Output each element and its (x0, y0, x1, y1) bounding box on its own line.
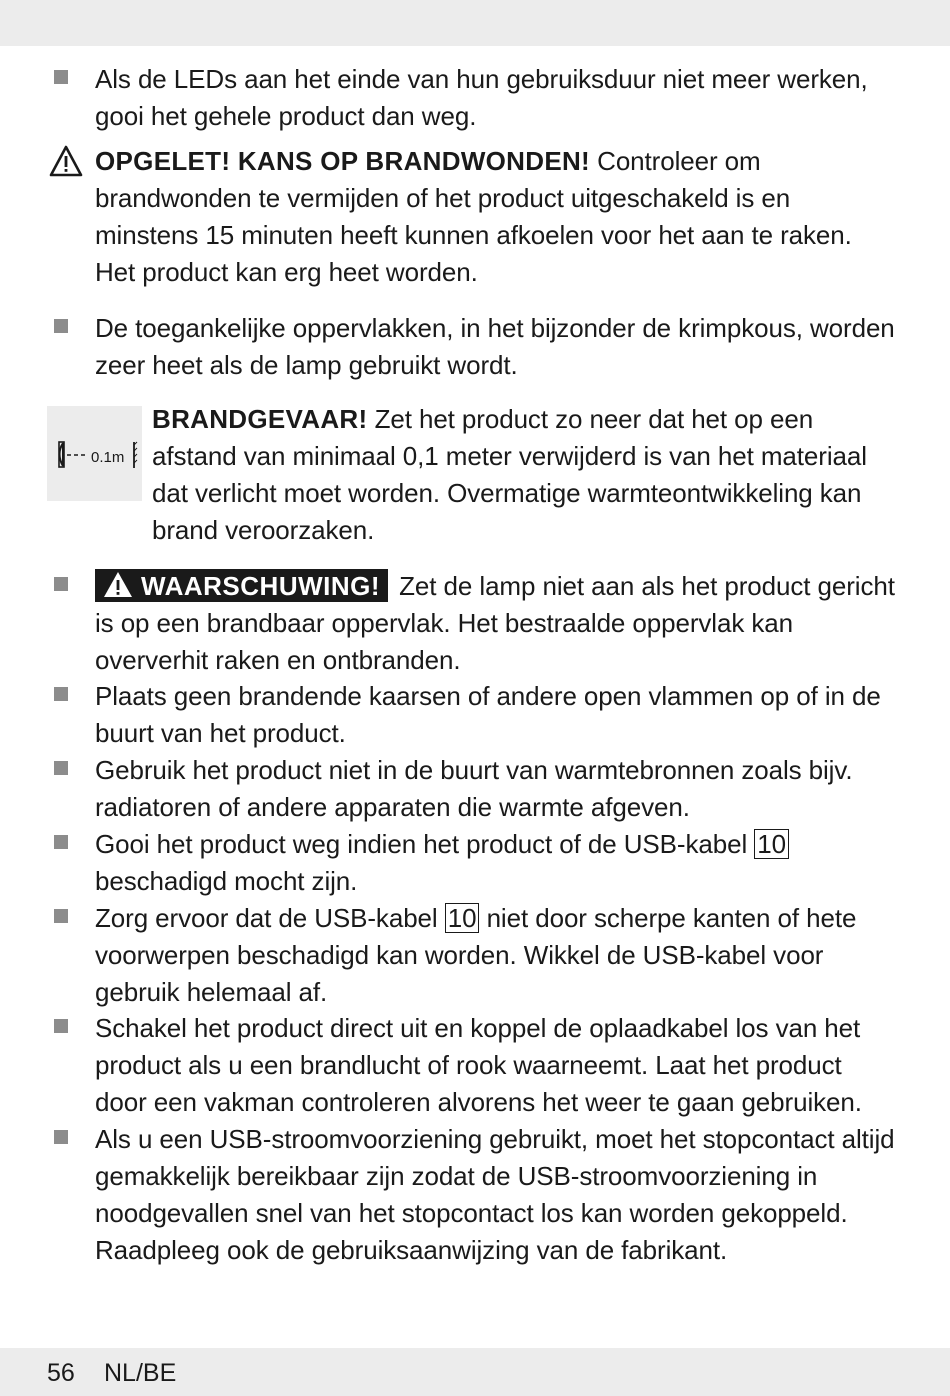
burn-warning-heading: OPGELET! KANS OP BRANDWONDEN! (95, 146, 591, 176)
reference-number-box: 10 (754, 829, 789, 859)
paragraph-hot-surfaces: De toegankelijke oppervlakken, in het bijzonder de krimpkous, worden zeer heet als de lamp gebruikt wordt. (95, 313, 895, 380)
bullet-square-icon (54, 70, 68, 84)
damaged-cable-text-start: Gooi het product weg indien het product of de USB-kabel (95, 829, 755, 859)
paragraph-led-disposal: Als de LEDs aan het einde van hun gebruiksduur niet meer werken, gooi het gehele product dan weg. (95, 64, 868, 131)
bullet-square-icon (54, 761, 68, 775)
fire-hazard-text: Zet het product zo neer dat het op een afstand van minimaal 0,1 meter verwijderd is van het materiaal dat verlicht moet worden. Overmatige warmteontwikkeling kan brand veroorzaken. (152, 404, 867, 545)
bullet-square-icon (54, 687, 68, 701)
bullet-square-icon (54, 835, 68, 849)
flammable-surface-text: Zet de lamp niet aan als het product gericht is op een brandbaar oppervlak. Het bestraalde oppervlak kan oververhit raken en ontbranden. (95, 571, 895, 675)
paragraph-burn-warning (95, 143, 895, 291)
warning-triangle-icon (101, 569, 135, 599)
bullet-square-icon (54, 909, 68, 923)
reference-number-box: 10 (445, 903, 480, 933)
paragraph-sharp-edges (95, 900, 895, 1011)
language-code: NL/BE (104, 1359, 177, 1387)
warning-label (95, 569, 388, 602)
header-band (0, 0, 950, 46)
paragraph-usb-power-supply: Als u een USB-stroomvoorziening gebruikt, moet het stopcontact altijd gemakkelijk bereikbaar zijn zodat de USB-stroomvoorziening in noodgevallen snel van het stopcontact los kan worden gekoppeld. Raadpleeg ook de gebruiksaanwijzing van de fabrikant. (95, 1124, 895, 1265)
paragraph-flammable-surface-warning (95, 568, 895, 679)
fire-hazard-heading: BRANDGEVAAR! (152, 404, 368, 434)
distance-label: 0.1m (91, 449, 125, 466)
bullet-square-icon (54, 1130, 68, 1144)
page-number: 56 (47, 1359, 75, 1387)
paragraph-damaged-cable (95, 826, 895, 900)
bullet-square-icon (54, 319, 68, 333)
paragraph-smoke-smell: Schakel het product direct uit en koppel de oplaadkabel los van het product als u een brandlucht of rook waarneemt. Laat het product door een vakman controleren alvorens het weer te gaan gebruiken. (95, 1013, 862, 1117)
warning-label-text: WAARSCHUWING! (141, 571, 381, 601)
paragraph-open-flames: Plaats geen brandende kaarsen of andere open vlammen op of in de buurt van het product. (95, 681, 881, 748)
bullet-square-icon (54, 577, 68, 591)
damaged-cable-text-end: beschadigd mocht zijn. (95, 866, 358, 896)
distance-icon (47, 406, 142, 501)
sharp-edges-text-end: niet door scherpe kanten of hete voorwerpen beschadigd kan worden. Wikkel de USB-kabel voor gebruik helemaal af. (95, 903, 857, 1007)
warning-triangle-icon (48, 144, 84, 178)
sharp-edges-text-start: Zorg ervoor dat de USB-kabel (95, 903, 445, 933)
paragraph-heat-sources: Gebruik het product niet in de buurt van warmtebronnen zoals bijv. radiatoren of andere apparaten die warmte afgeven. (95, 755, 853, 822)
paragraph-fire-hazard (152, 401, 897, 549)
bullet-square-icon (54, 1019, 68, 1033)
burn-warning-text: Controleer om brandwonden te vermijden of het product uitgeschakeld is en minstens 15 minuten heeft kunnen afkoelen voor het aan te raken. Het product kan erg heet worden. (95, 146, 852, 287)
